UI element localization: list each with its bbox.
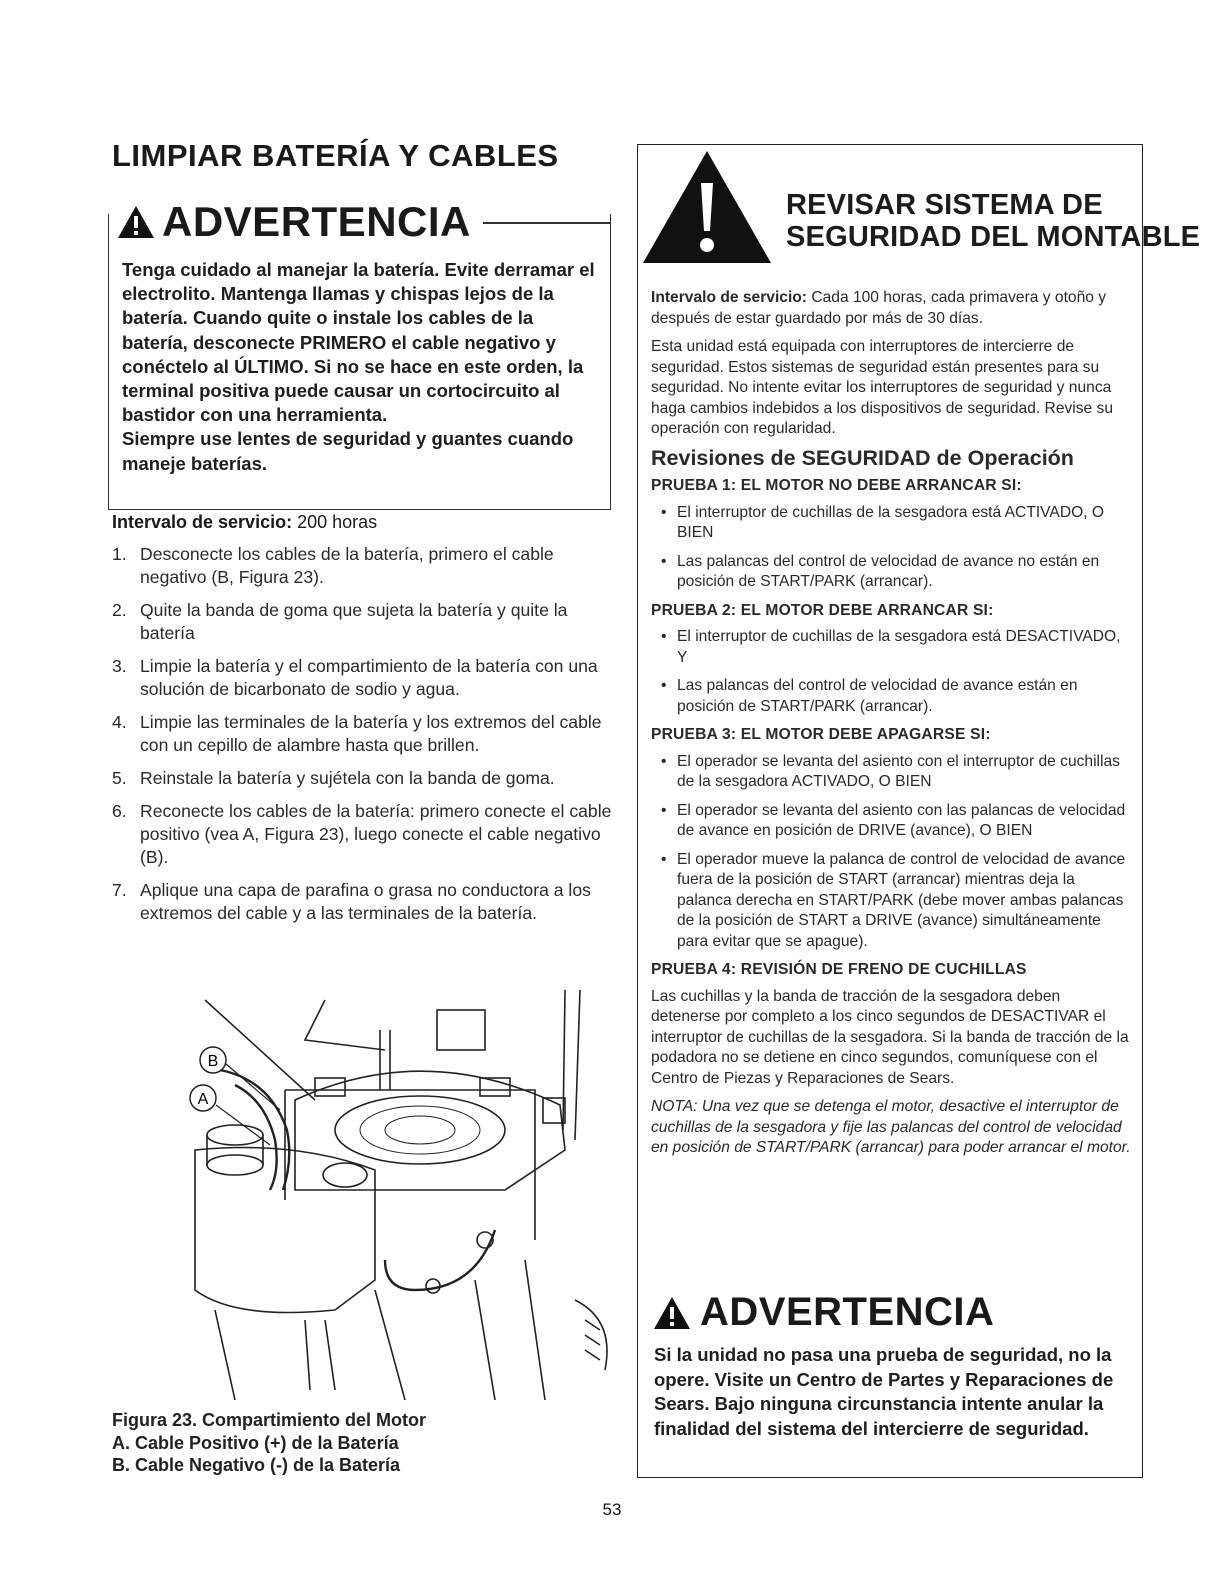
warning-triangle-icon [116, 204, 156, 240]
list-item [112, 543, 612, 589]
bullet-icon: • [661, 850, 667, 868]
steps-list [112, 543, 612, 935]
engine-compartment-illustration [175, 990, 615, 1410]
step-text: Reinstale la batería y sujétela con la banda de goma. [140, 768, 555, 788]
warning-text [122, 258, 602, 476]
bullet-icon: • [661, 503, 667, 521]
intro-paragraph: Esta unidad está equipada con interruptores de intercierre de seguridad. Estos sistemas de seguridad están presentes para su seguridad. No intente evitar los interruptores de seguridad y nunca haga cambios indebidos a los dispositivos de seguridad. Revise su operación con regularidad. [651, 338, 1114, 437]
warning-heading [652, 1290, 994, 1335]
list-item [651, 676, 1133, 717]
subheading: Revisiones de SEGURIDAD de Operación [651, 445, 1074, 470]
service-interval-label: Intervalo de servicio: [112, 512, 293, 532]
bullet-icon: • [661, 677, 667, 694]
step-text: Limpie las terminales de la batería y los extremos del cable con un cepillo de alambre hasta que brillen. [140, 712, 602, 755]
warning-paragraph: Siempre use lentes de seguridad y guantes cuando maneje baterías. [122, 428, 574, 474]
warning-heading-text: ADVERTENCIA [162, 198, 471, 245]
bullet-icon: • [661, 628, 667, 645]
test-list [651, 752, 1133, 953]
item-text: El operador se levanta del asiento con las palancas de velocidad de avance en posición de DRIVE (avance), O BIEN [677, 801, 1126, 839]
item-text: Las palancas del control de velocidad de avance están en posición de START/PARK (arrancar). [677, 677, 1078, 715]
step-text: Quite la banda de goma que sujeta la batería y quite la batería [140, 600, 568, 643]
test-title: PRUEBA 2: EL MOTOR DEBE ARRANCAR SI: [651, 601, 994, 619]
service-interval [651, 288, 1133, 329]
callout-a-label: A [197, 1091, 209, 1108]
item-text: El interruptor de cuchillas de la sesgadora está DESACTIVADO, Y [677, 628, 1121, 666]
list-item [651, 552, 1133, 593]
warning-paragraph: Tenga cuidado al manejar la batería. Evite derramar el electrolito. Mantenga llamas y chispas lejos de la batería. Cuando quite o instale los cables de la batería, desconecte PRIMERO el cable negativo y conéctelo al ÚLTIMO. Si no se hace en este orden, la terminal positiva puede causar un cortocircuito al bastidor con una herramienta. [122, 259, 595, 426]
safety-heading-line: REVISAR SISTEMA DE [786, 189, 1103, 221]
callout-b-label: B [207, 1053, 219, 1070]
bullet-icon: • [661, 801, 667, 819]
step-text: Desconecte los cables de la batería, primero el cable negativo (B, Figura 23). [140, 544, 554, 587]
warning-heading [116, 196, 483, 248]
service-interval-label: Intervalo de servicio: [651, 289, 807, 306]
test-title: PRUEBA 1: EL MOTOR NO DEBE ARRANCAR SI: [651, 477, 1022, 494]
callout-b [200, 1047, 226, 1073]
list-item [651, 850, 1133, 953]
callout-a [190, 1085, 216, 1111]
step-number: 1. [112, 544, 127, 564]
test-list [651, 627, 1133, 717]
list-item [651, 752, 1133, 793]
list-item [112, 655, 612, 701]
service-interval [112, 512, 377, 533]
step-number: 5. [112, 768, 127, 788]
service-interval-value: Cada 100 horas, cada primavera y otoño y después de estar guardado por más de 30 días. [651, 289, 1107, 327]
item-text: El operador se levanta del asiento con el interruptor de cuchillas de la sesgadora ACTIVADO, O BIEN [677, 752, 1120, 790]
step-number: 4. [112, 712, 127, 732]
list-item [112, 599, 612, 645]
section-title: LIMPIAR BATERÍA Y CABLES [112, 138, 559, 173]
caption-title: Figura 23. Compartimiento del Motor [112, 1410, 427, 1430]
list-item [651, 801, 1133, 842]
step-text: Aplique una capa de parafina o grasa no conductora a los extremos del cable y a las terminales de la batería. [140, 880, 591, 923]
list-item [651, 503, 1133, 544]
safety-heading [786, 189, 1200, 253]
item-text: El interruptor de cuchillas de la sesgadora está ACTIVADO, O BIEN [677, 503, 1105, 541]
service-interval-value: 200 horas [292, 512, 378, 532]
warning-triangle-icon [652, 1295, 692, 1331]
step-number: 3. [112, 656, 127, 676]
bullet-icon: • [661, 552, 667, 570]
list-item [651, 627, 1133, 668]
list-item [112, 800, 612, 869]
test-list [651, 503, 1133, 593]
warning-triangle-icon [640, 147, 775, 267]
test-title: PRUEBA 3: EL MOTOR DEBE APAGARSE SI: [651, 726, 991, 743]
step-text: Reconecte los cables de la batería: primero conecte el cable positivo (vea A, Figura 23), luego conecte el cable negativo (B). [140, 801, 612, 867]
figure-caption [112, 1409, 426, 1477]
caption-a: A. Cable Positivo (+) de la Batería [112, 1432, 399, 1453]
step-number: 6. [112, 801, 127, 821]
safety-heading-line: SEGURIDAD DEL MONTABLE [786, 221, 1201, 253]
item-text: El operador mueve la palanca de control de velocidad de avance fuera de la posición de START (arrancar) mientras deja la palanca derecha en START/PARK (debe mover ambas palancas de la posición de START a DRIVE (avance) simultáneamente para evitar que se apague). [677, 850, 1126, 950]
list-item [112, 767, 612, 790]
note: NOTA: Una vez que se detenga el motor, desactive el interruptor de cuchillas de la sesgadora y fije las palancas del control de velocidad en posición de START/PARK (arrancar) para poder arrancar el motor. [651, 1098, 1131, 1156]
page-number: 53 [602, 1500, 622, 1519]
test-text: Las cuchillas y la banda de tracción de la sesgadora deben detenerse por completo a los cinco segundos de DESACTIVAR el interruptor de cuchillas de la sesgadora. Si la banda de tracción de la podadora no se detiene en cinco segundos, comuníquese con el Centro de Piezas y Reparaciones de Sears. [651, 987, 1129, 1087]
safety-body [651, 288, 1133, 1167]
bullet-icon: • [661, 752, 667, 770]
caption-b: B. Cable Negativo (-) de la Batería [112, 1455, 401, 1475]
list-item [112, 879, 612, 925]
test-title: PRUEBA 4: REVISIÓN DE FRENO DE CUCHILLAS [651, 961, 1027, 978]
step-number: 2. [112, 600, 127, 620]
warning-heading-text: ADVERTENCIA [700, 1290, 995, 1334]
step-number: 7. [112, 880, 127, 900]
step-text: Limpie la batería y el compartimiento de la batería con una solución de bicarbonato de sodio y agua. [140, 656, 598, 699]
warning-text: Si la unidad no pasa una prueba de seguridad, no la opere. Visite un Centro de Partes y Reparaciones de Sears. Bajo ninguna circunstancia intente anular la finalidad del sistema del intercierre de seguridad. [654, 1344, 1114, 1439]
item-text: Las palancas del control de velocidad de avance no están en posición de START/PARK (arrancar). [677, 552, 1100, 590]
list-item [112, 711, 612, 757]
